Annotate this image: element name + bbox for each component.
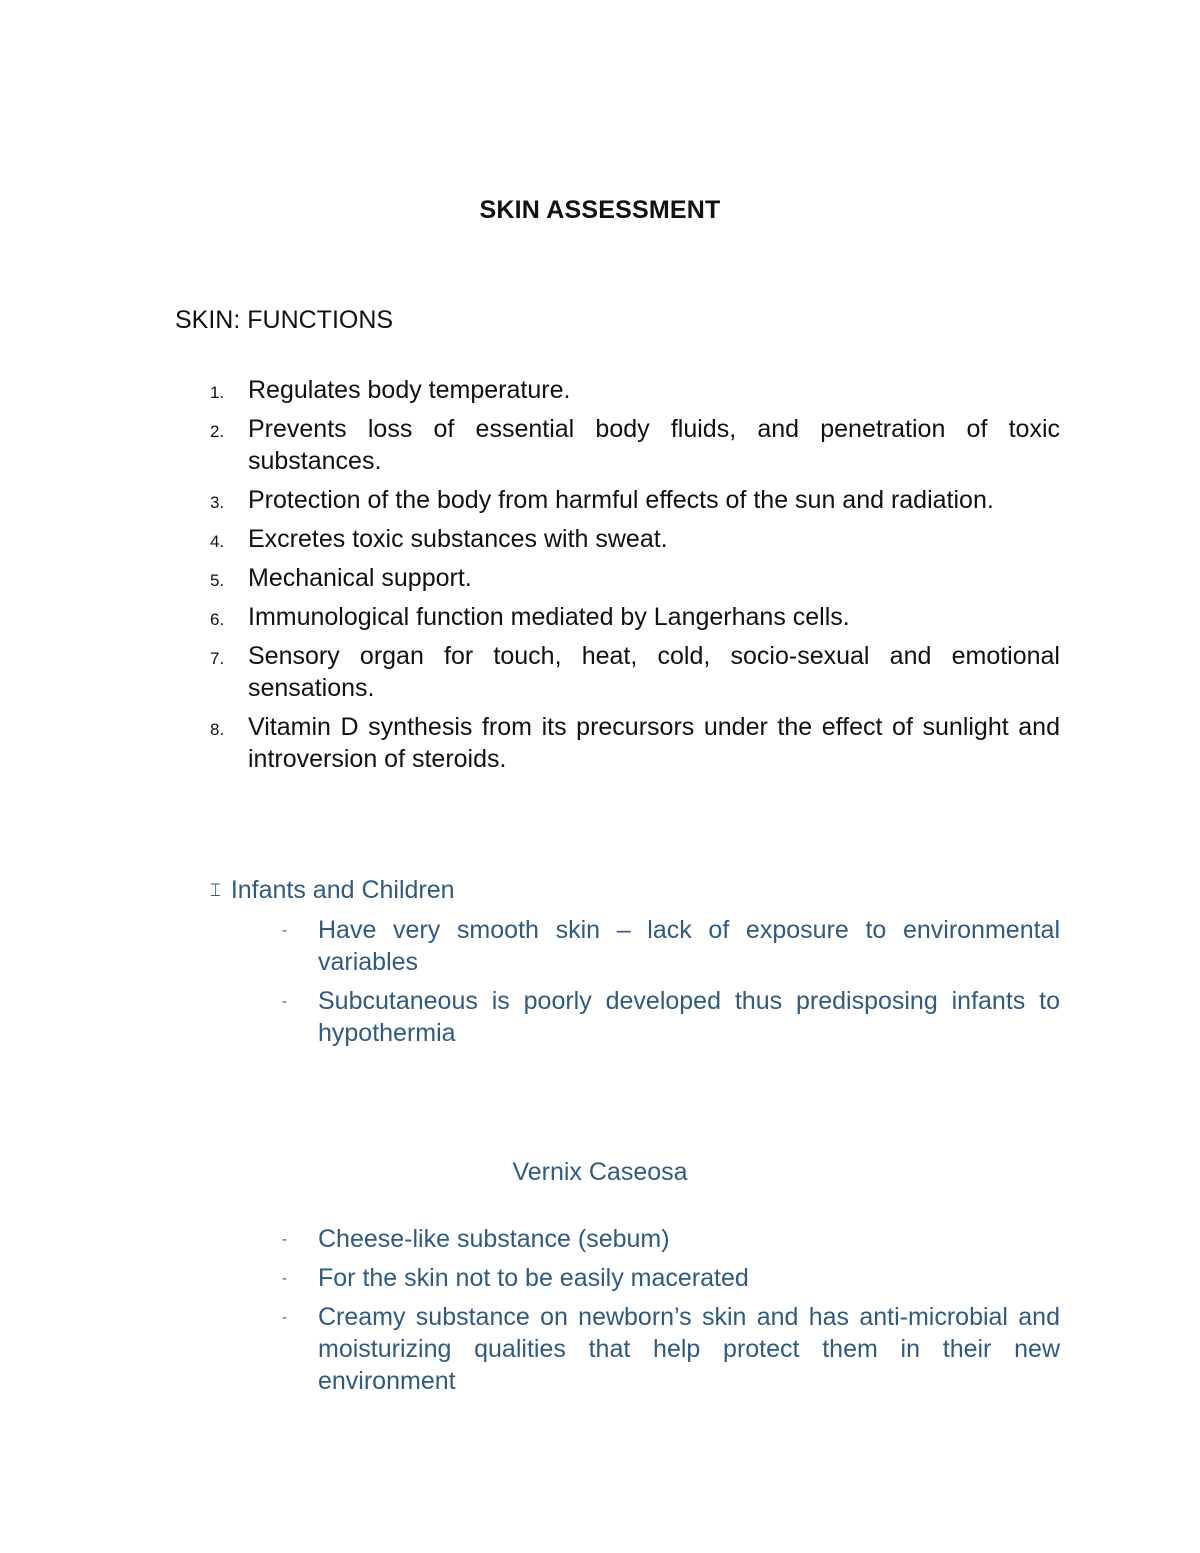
item-text: Have very smooth skin – lack of exposure to environmental variables	[318, 916, 1060, 976]
item-number: 5.	[210, 571, 225, 590]
item-number: 8.	[210, 720, 225, 739]
vernix-list	[280, 1223, 1060, 1404]
item-text: Creamy substance on newborn’s skin and has anti-microbial and moisturizing qualities that help protect them in their new environment	[318, 1303, 1060, 1395]
item-text: Excretes toxic substances with sweat.	[248, 525, 668, 553]
item-text: Sensory organ for touch, heat, cold, socio-sexual and emotional sensations.	[248, 642, 1060, 702]
item-text: Mechanical support.	[248, 564, 472, 592]
list-item	[200, 562, 1060, 594]
infants-heading	[210, 876, 455, 905]
item-text: Cheese-like substance (sebum)	[318, 1225, 670, 1253]
dash-bullet: -	[282, 1270, 287, 1287]
list-item	[200, 711, 1060, 775]
item-text: Immunological function mediated by Langerhans cells.	[248, 603, 850, 631]
box-bullet-icon: ⌶	[210, 880, 221, 901]
list-item	[280, 985, 1060, 1049]
item-text: Vitamin D synthesis from its precursors under the effect of sunlight and introversion of steroids.	[248, 713, 1060, 773]
list-item	[200, 523, 1060, 555]
item-number: 2.	[210, 422, 225, 441]
item-number: 7.	[210, 649, 225, 668]
item-text: Regulates body temperature.	[248, 376, 571, 404]
item-number: 3.	[210, 493, 225, 512]
list-item	[200, 484, 1060, 516]
item-text: For the skin not to be easily macerated	[318, 1264, 749, 1292]
dash-bullet: -	[282, 993, 287, 1010]
list-item	[200, 374, 1060, 406]
dash-bullet: -	[282, 922, 287, 939]
item-number: 6.	[210, 610, 225, 629]
functions-heading: SKIN: FUNCTIONS	[175, 306, 394, 334]
list-item	[280, 914, 1060, 978]
item-text: Prevents loss of essential body fluids, and penetration of toxic substances.	[248, 415, 1060, 475]
dash-bullet: -	[282, 1309, 287, 1326]
list-item	[280, 1301, 1060, 1397]
dash-bullet: -	[282, 1231, 287, 1248]
list-item	[280, 1262, 1060, 1294]
functions-list	[200, 374, 1060, 782]
list-item	[200, 601, 1060, 633]
item-text: Protection of the body from harmful effects of the sun and radiation.	[248, 486, 994, 514]
vernix-heading: Vernix Caseosa	[512, 1158, 688, 1186]
infants-list	[280, 914, 1060, 1056]
document-title: SKIN ASSESSMENT	[479, 196, 721, 224]
item-text: Subcutaneous is poorly developed thus predisposing infants to hypothermia	[318, 987, 1060, 1047]
list-item	[200, 413, 1060, 477]
list-item	[280, 1223, 1060, 1255]
item-number: 4.	[210, 532, 225, 551]
item-number: 1.	[210, 383, 225, 402]
list-item	[200, 640, 1060, 704]
infants-heading-text: Infants and Children	[230, 876, 455, 904]
